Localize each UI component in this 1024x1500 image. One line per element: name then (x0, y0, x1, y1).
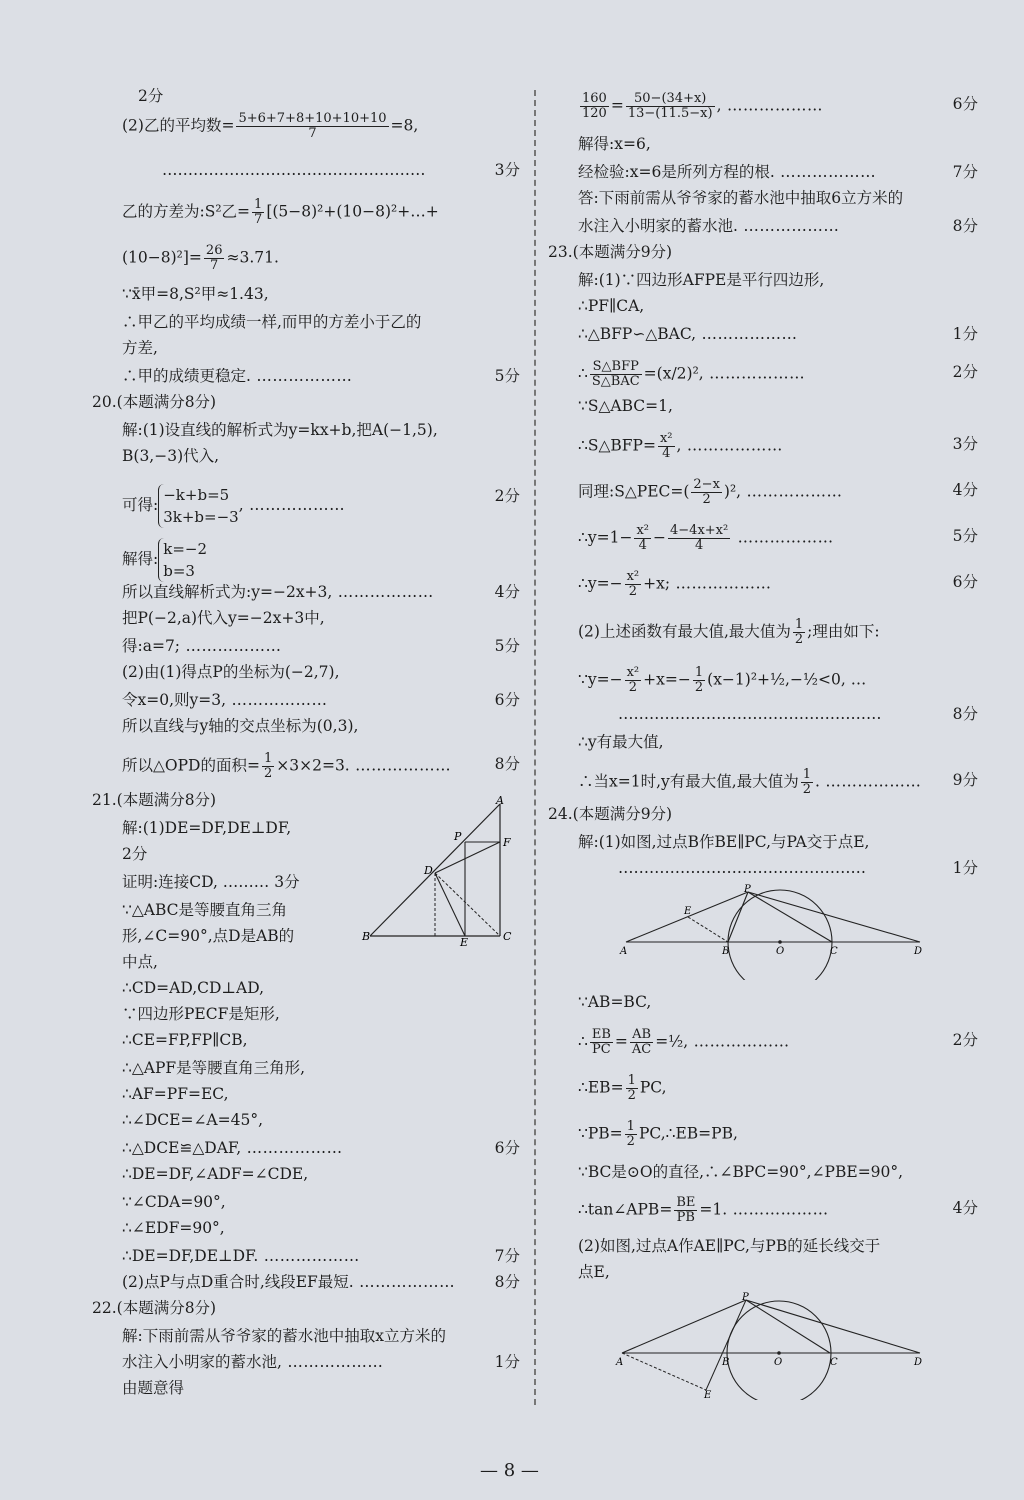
fraction: $\frac{AB}{AC}$ (631, 1027, 652, 1057)
text-line: ∵x̄甲=8,S²甲≈1.43, (122, 285, 269, 303)
fig24a-labels (619, 884, 922, 957)
text-line: (2)由(1)得点P的坐标为(−2,7), (122, 663, 340, 681)
text-line: 点E, (578, 1263, 610, 1281)
score: 9分 (952, 771, 978, 789)
text-line: 所以直线解析式为:y=−2x+3, ……………… 4分 (92, 580, 520, 604)
text-line: 解:下雨前需从爷爷家的蓄水池中抽取x立方米的 (122, 1327, 446, 1345)
text-line: ∴EB= $\frac{1}{2}$ PC, (578, 1073, 667, 1103)
score: 4分 (494, 583, 520, 601)
text-line: 得:a=7; ……………… 5分 (92, 634, 520, 658)
point-label: E (460, 936, 469, 946)
text-line: ∵△ABC是等腰直角三角 (122, 901, 288, 919)
page-number: — 8 — (480, 1460, 539, 1481)
score: 6分 (952, 573, 978, 591)
score: 2分 (952, 363, 978, 381)
fig21-labels (361, 796, 512, 946)
fraction: $\frac{BE}{PB}$ (676, 1195, 696, 1225)
text-line: ∴△DCE≌△DAF, ……………… 6分 (92, 1136, 520, 1160)
point-label: B (722, 1357, 730, 1368)
text-line: 解:(1)如图,过点B作BE∥PC,与PA交于点E, (578, 833, 870, 851)
score: 7分 (952, 163, 978, 181)
text-line: 23.(本题满分9分) (548, 243, 673, 261)
text-line: 水注入小明家的蓄水池. ……………… 8分 (548, 214, 978, 238)
text-line: 所以△OPD的面积= $\frac{1}{2}$ ×3×2=3. ……………… 8分 (122, 751, 520, 781)
score: 2分 (952, 1031, 978, 1049)
text-line: ∵y=− $\frac{\text{x²}}{2}$ +x=− $\frac{1}{2}$ (x−1)²+½,−½<0, … (578, 665, 867, 695)
text-line: 解:(1)∵四边形AFPE是平行四边形, (578, 271, 825, 289)
fraction: $\frac{50-(34+x)}{13-(11.5-x)}$ (627, 91, 713, 121)
point-label: F (503, 836, 511, 849)
score: 4分 (952, 1199, 978, 1217)
text-line: 解得:x=6, (578, 135, 651, 153)
point-label: O (774, 1357, 783, 1368)
point-label: C (830, 1357, 838, 1368)
text-line: B(3,−3)代入, (122, 447, 220, 465)
text-line: 经检验:x=6是所列方程的根. ……………… 7分 (548, 160, 978, 184)
score: 3分 (952, 435, 978, 453)
fraction: $\frac{1}{2}$ (627, 1073, 636, 1103)
fraction: $\frac{1}{2}$ (626, 1119, 635, 1149)
point-label: D (914, 1357, 923, 1368)
text-line: ∴ $\frac{EB}{PC}$ = $\frac{AB}{AC}$ =½, ……………… 2分 (578, 1027, 978, 1057)
score: 8分 (952, 217, 978, 235)
fraction: $\frac{2-x}{2}$ (693, 477, 720, 507)
text-line: ∴CD=AD,CD⊥AD, (122, 979, 264, 997)
point-label: A (496, 796, 504, 807)
fraction: $\frac{EB}{PC}$ (591, 1027, 611, 1057)
figure-24-2 (614, 1290, 930, 1400)
point-label: E (684, 906, 692, 917)
score: 2分 (494, 487, 520, 505)
point-label: D (424, 864, 433, 877)
score: 6分 (494, 691, 520, 709)
fraction: $\frac{1}{2}$ (794, 617, 804, 647)
point-label: E (704, 1390, 712, 1400)
fraction: $\frac{26}{7}$ (205, 243, 223, 273)
text-line: (2)乙的平均数= $\frac{5+6+7+8+10+10+10}{7}$ =8, (122, 111, 419, 141)
score: 1分 (952, 325, 978, 343)
text-line: ∴当x=1时,y有最大值,最大值为 $\frac{1}{2}$ . ……………… 9分 (578, 767, 978, 797)
text-line: 20.(本题满分8分) (92, 393, 217, 411)
score: 8分 (494, 1273, 520, 1291)
score: 6分 (494, 1139, 520, 1157)
figure-24-1 (618, 884, 928, 980)
text-line: ∴CE=FP,FP∥CB, (122, 1031, 248, 1049)
text-line: ………………………………………… 1分 (548, 856, 978, 880)
score: 5分 (494, 637, 520, 655)
text-line: ∴y=1− $\frac{\text{x²}}{4}$ − $\frac{\text{4−4x+x²}}{4}$ ……………… 5分 (578, 523, 978, 553)
text-line: 方差, (122, 339, 158, 357)
point-label: P (742, 1292, 749, 1303)
score: 5分 (952, 527, 978, 545)
text-line: ∵S△ABC=1, (578, 397, 673, 415)
point-label: C (503, 930, 512, 943)
text-line: 解:(1)DE=DF,DE⊥DF, (122, 819, 292, 837)
point-label: O (776, 946, 785, 957)
text-line: 2分 (122, 845, 148, 863)
text-line: ∴甲的成绩更稳定. ……………… 5分 (92, 364, 520, 388)
text-line: 乙的方差为:S²乙= $\frac{1}{7}$ [(5−8)²+(10−8)²+…+ (122, 197, 439, 227)
score: 8分 (952, 705, 978, 723)
fig24b-labels (615, 1292, 922, 1400)
text-line: 令x=0,则y=3, ……………… 6分 (92, 688, 520, 712)
text-line: 2分 (138, 87, 164, 105)
text-line: ∴DE=DF,DE⊥DF. ……………… 7分 (92, 1244, 520, 1268)
text-line: 解得: k=−2 b=3 (122, 540, 208, 580)
fraction: $\frac{160}{120}$ (582, 91, 607, 121)
fraction: $\frac{1}{2}$ (263, 751, 273, 781)
point-label: P (454, 830, 462, 843)
fraction: $\frac{\text{x²}}{2}$ (626, 569, 640, 599)
text-line: ∴∠DCE=∠A=45°, (122, 1111, 264, 1129)
score: 8分 (494, 755, 520, 773)
text-line: ∴△BFP∽△BAC, ……………… 1分 (548, 322, 978, 346)
fraction: $\frac{1}{2}$ (694, 665, 704, 695)
text-line: (2)点P与点D重合时,线段EF最短. ……………… 8分 (92, 1270, 520, 1294)
text-line: (2)如图,过点A作AE∥PC,与PB的延长线交于 (578, 1237, 881, 1255)
text-line: 把P(−2,a)代入y=−2x+3中, (122, 609, 325, 627)
text-line: 解:(1)设直线的解析式为y=kx+b,把A(−1,5), (122, 421, 438, 439)
text-line: ∴PF∥CA, (578, 297, 645, 315)
text-line: 所以直线与y轴的交点坐标为(0,3), (122, 717, 359, 735)
score: 1分 (952, 859, 978, 877)
fraction: $\frac{\text{x²}}{4}$ (636, 523, 650, 553)
point-label: A (620, 946, 628, 957)
score: 6分 (952, 95, 978, 113)
text-line: ∴y有最大值, (578, 733, 664, 751)
text-line: (10−8)²]= $\frac{26}{7}$ ≈3.71. (122, 243, 279, 273)
text-line: ∴ $\frac{\text{S△BFP}}{\text{S△BAC}}$ =(x/2)², ……………… 2分 (578, 359, 978, 389)
text-line: $\frac{160}{120}$ = $\frac{50-(34+x)}{13-(11.5-x)}$ , ……………… 6分 (582, 91, 978, 121)
text-line: 22.(本题满分8分) (92, 1299, 217, 1317)
equation-system: −k+b=5 3k+b=−3 (158, 484, 238, 528)
text-line: ∵∠CDA=90°, (122, 1193, 226, 1211)
point-label: A (616, 1357, 624, 1368)
fraction: $\frac{\text{x²}}{2}$ (626, 665, 640, 695)
text-line: ∵PB= $\frac{1}{2}$ PC,∴EB=PB, (578, 1119, 738, 1149)
text-line: ∵AB=BC, (578, 993, 652, 1011)
point-label: P (744, 884, 751, 895)
text-line: ∴甲乙的平均成绩一样,而甲的方差小于乙的 (122, 313, 422, 331)
score: 5分 (494, 367, 520, 385)
point-label: D (914, 946, 923, 957)
text-line: 同理:S△PEC=( $\frac{2-x}{2}$ )², ……………… 4分 (578, 477, 978, 507)
text-line: …………………………………………… 8分 (548, 702, 978, 726)
text-line: 可得: −k+b=5 3k+b=−3 , ……………… 2分 (122, 486, 520, 526)
text-line: ∴S△BFP= $\frac{\text{x²}}{4}$ , ……………… 3分 (578, 431, 978, 461)
text-line: 24.(本题满分9分) (548, 805, 673, 823)
score: 1分 (494, 1353, 520, 1371)
fraction: $\frac{\text{4−4x+x²}}{4}$ (670, 523, 729, 553)
text-line: ∴△APF是等腰直角三角形, (122, 1059, 306, 1077)
text-line: (2)上述函数有最大值,最大值为 $\frac{1}{2}$ ;理由如下: (578, 617, 880, 647)
score: 3分 (494, 161, 520, 179)
text-line: 21.(本题满分8分) (92, 791, 217, 809)
text-line: ∵四边形PECF是矩形, (122, 1005, 280, 1023)
fraction: $\frac{\text{S△BFP}}{\text{S△BAC}}$ (591, 359, 640, 389)
point-label: B (362, 930, 371, 943)
column-divider (534, 90, 536, 1405)
fraction: $\frac{5+6+7+8+10+10+10}{7}$ (238, 111, 387, 141)
text-line: 中点, (122, 953, 158, 971)
point-label: B (722, 946, 730, 957)
equation-system: k=−2 b=3 (158, 538, 207, 582)
fraction: $\frac{\text{x²}}{4}$ (659, 431, 673, 461)
text-line: ∴∠EDF=90°, (122, 1219, 225, 1237)
text-line: …………………………………………… 3分 (92, 158, 520, 182)
text-line: ∵BC是⊙O的直径,∴∠BPC=90°,∠PBE=90°, (578, 1163, 904, 1181)
text-line: 由题意得 (122, 1379, 185, 1397)
text-line: 形,∠C=90°,点D是AB的 (122, 927, 295, 945)
text-line: ∴tan∠APB= $\frac{BE}{PB}$ =1. ……………… 4分 (578, 1195, 978, 1225)
fraction: $\frac{1}{7}$ (254, 197, 263, 227)
text-line: ∴y=− $\frac{\text{x²}}{2}$ +x; ……………… 6分 (578, 569, 978, 599)
fraction: $\frac{1}{2}$ (802, 767, 811, 797)
score: 4分 (952, 481, 978, 499)
score: 7分 (494, 1247, 520, 1265)
point-label: C (830, 946, 838, 957)
text-line: ∴DE=DF,∠ADF=∠CDE, (122, 1165, 309, 1183)
text-line: 证明:连接CD, ……… 3分 (122, 873, 300, 891)
text-line: ∴AF=PF=EC, (122, 1085, 229, 1103)
figure-21-triangle (360, 796, 520, 946)
text-line: 水注入小明家的蓄水池, ……………… 1分 (92, 1350, 520, 1374)
text-line: 答:下雨前需从爷爷家的蓄水池中抽取6立方米的 (578, 189, 904, 207)
